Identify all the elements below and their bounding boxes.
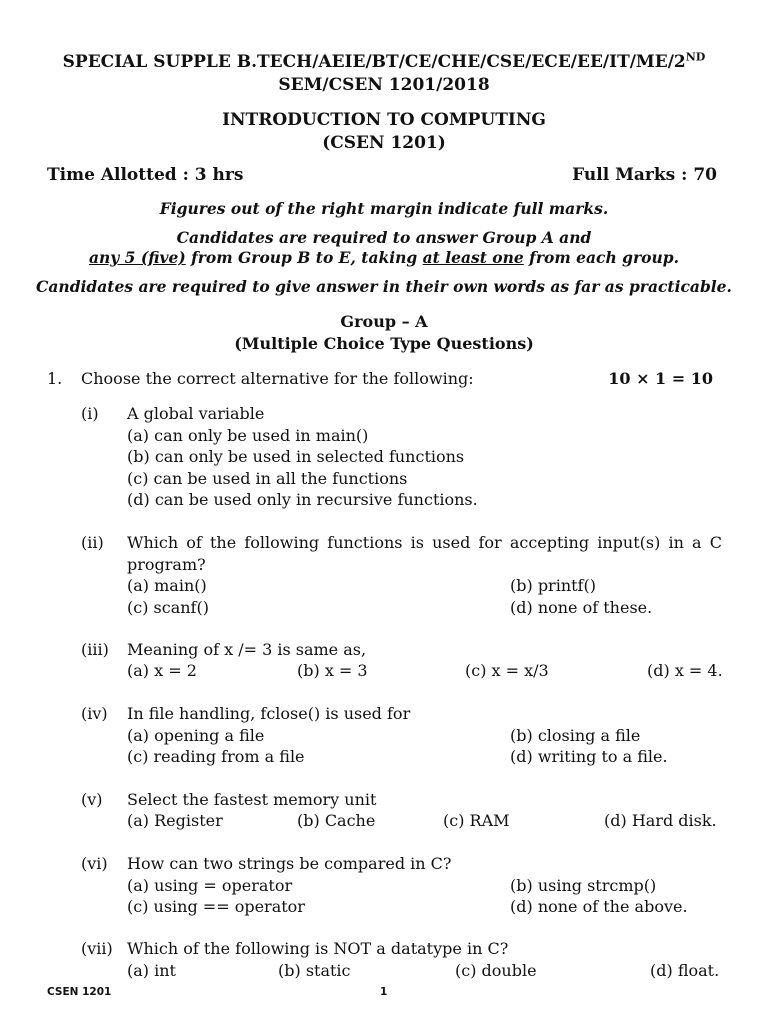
option: (d) float. — [650, 961, 720, 980]
instruction-underlined-any-five: any 5 (five) — [88, 248, 186, 267]
sub-question-text: Which of the following functions is used for accepting input(s) in a C — [127, 533, 722, 552]
exam-header-line1 — [0, 52, 768, 72]
sub-question-text-continued: program? — [127, 555, 206, 574]
option: (a) main() — [127, 576, 207, 595]
instruction-groups-b-e — [0, 248, 768, 267]
option: (a) opening a file — [127, 726, 265, 745]
option: (d) none of the above. — [510, 897, 688, 916]
option: (a) int — [127, 961, 176, 980]
group-title: Group – A — [340, 312, 428, 331]
sub-question-text: In file handling, fclose() is used for — [127, 704, 411, 723]
sub-question-number: (vii) — [81, 939, 113, 958]
sub-question-text: A global variable — [127, 404, 265, 423]
option: (d) Hard disk. — [604, 811, 717, 830]
option: (c) can be used in all the functions — [127, 469, 408, 488]
option: (c) using == operator — [127, 897, 305, 916]
instruction-own-words: Candidates are required to give answer in their own words as far as practicable. — [36, 277, 732, 296]
exam-header-line2: SEM/CSEN 1201/2018 — [278, 75, 490, 95]
option: (b) closing a file — [510, 726, 641, 745]
option: (b) Cache — [297, 811, 376, 830]
header-line1-superscript: ND — [685, 50, 706, 64]
footer-page-number: 1 — [380, 986, 388, 998]
option: (d) writing to a file. — [510, 747, 668, 766]
sub-question-text: Meaning of x /= 3 is same as, — [127, 640, 367, 659]
course-code: (CSEN 1201) — [322, 133, 446, 153]
course-title: INTRODUCTION TO COMPUTING — [222, 110, 546, 130]
sub-question-number: (ii) — [81, 533, 104, 552]
option: (c) x = x/3 — [465, 661, 549, 680]
instruction-text-end: from each group. — [523, 248, 680, 267]
sub-question-number: (iv) — [81, 704, 108, 723]
option: (d) none of these. — [510, 598, 653, 617]
option: (a) x = 2 — [127, 661, 197, 680]
sub-question-text: Which of the following is NOT a datatype in C? — [127, 939, 509, 958]
option: (c) RAM — [443, 811, 510, 830]
instruction-group-a: Candidates are required to answer Group A and — [176, 228, 592, 247]
sub-question-text: Select the fastest memory unit — [127, 790, 377, 809]
option: (c) double — [455, 961, 537, 980]
option: (d) can be used only in recursive functions. — [127, 490, 478, 509]
time-allotted: Time Allotted : 3 hrs — [47, 165, 244, 185]
full-marks: Full Marks : 70 — [572, 165, 717, 185]
sub-question-number: (v) — [81, 790, 103, 809]
instruction-text-mid: from Group B to E, taking — [185, 248, 423, 267]
instruction-underlined-at-least-one: at least one — [422, 248, 524, 267]
sub-question-number: (vi) — [81, 854, 108, 873]
group-subtitle: (Multiple Choice Type Questions) — [234, 334, 534, 353]
option: (b) static — [278, 961, 351, 980]
question-number: 1. — [47, 369, 63, 388]
question-marks: 10 × 1 = 10 — [608, 369, 713, 388]
instruction-marks-margin: Figures out of the right margin indicate full marks. — [159, 199, 609, 218]
sub-question-text: How can two strings be compared in C? — [127, 854, 452, 873]
header-line1-text: SPECIAL SUPPLE B.TECH/AEIE/BT/CE/CHE/CSE/ECE/EE/IT/ME/2 — [62, 52, 686, 72]
option: (a) Register — [127, 811, 223, 830]
footer-course-code: CSEN 1201 — [47, 986, 112, 998]
option: (c) scanf() — [127, 598, 209, 617]
option: (d) x = 4. — [647, 661, 723, 680]
option: (a) using = operator — [127, 876, 293, 895]
option: (b) can only be used in selected functions — [127, 447, 465, 466]
option: (b) using strcmp() — [510, 876, 657, 895]
sub-question-number: (i) — [81, 404, 99, 423]
question-text: Choose the correct alternative for the following: — [81, 369, 474, 388]
option: (b) x = 3 — [297, 661, 368, 680]
option: (c) reading from a file — [127, 747, 305, 766]
sub-question-number: (iii) — [81, 640, 109, 659]
option: (b) printf() — [510, 576, 596, 595]
option: (a) can only be used in main() — [127, 426, 369, 445]
